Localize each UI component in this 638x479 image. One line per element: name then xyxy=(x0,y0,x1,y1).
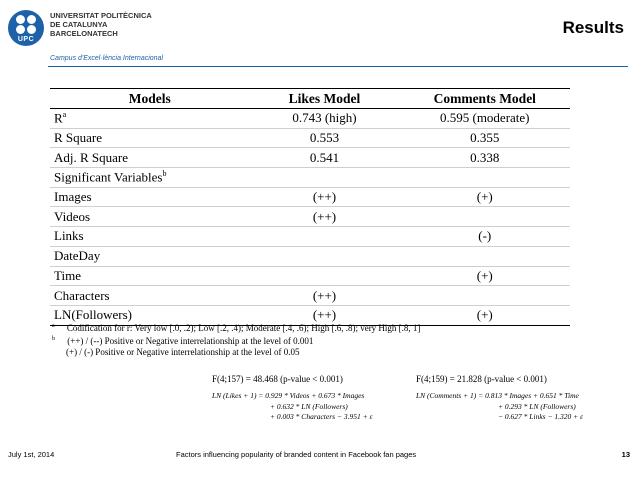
comments-value xyxy=(400,246,570,266)
table-header-row xyxy=(50,89,570,109)
table-row xyxy=(50,227,570,247)
header-divider xyxy=(48,66,628,67)
note-b-mark: b xyxy=(52,336,55,342)
likes-value: (++) xyxy=(249,305,399,325)
row-label xyxy=(50,246,249,266)
university-line: BARCELONATECH xyxy=(50,29,118,38)
note-a xyxy=(52,321,420,334)
comments-equation xyxy=(416,391,583,423)
comments-value: (+) xyxy=(400,266,570,286)
likes-value xyxy=(249,168,399,188)
note-b-text-1: (++) / (--) Positive or Negative interrelationship at the level of 0.001 xyxy=(67,336,314,346)
likes-equation-line: LN (Likes + 1) = 0.929 * Videos + 0.673 * Images xyxy=(212,391,365,400)
likes-equation-line: + 0.632 * LN (Followers) xyxy=(270,401,348,411)
upc-logo xyxy=(8,10,44,46)
table-row xyxy=(50,207,570,227)
header-comments-model: Comments Model xyxy=(400,89,570,109)
likes-equation-line: + 0.003 * Characters − 3.951 + ε xyxy=(270,412,373,421)
note-b-text-2: (+) / (-) Positive or Negative interrelationship at the level of 0.05 xyxy=(66,347,300,357)
row-label-text: Adj. R Square xyxy=(54,149,129,165)
row-label xyxy=(50,187,249,207)
comments-value: 0.595 (moderate) xyxy=(400,109,570,129)
row-label xyxy=(50,207,249,227)
comments-value: (+) xyxy=(400,187,570,207)
row-label-footnote: b xyxy=(162,169,167,179)
footer-caption: Factors influencing popularity of branded content in Facebook fan pages xyxy=(176,450,417,459)
comments-value xyxy=(400,207,570,227)
row-label xyxy=(50,286,249,306)
results-table xyxy=(50,88,570,326)
row-label xyxy=(50,266,249,286)
row-label xyxy=(50,227,249,247)
table-row xyxy=(50,266,570,286)
row-label-text: Links xyxy=(54,228,84,244)
row-label xyxy=(50,148,249,168)
likes-value: 0.541 xyxy=(249,148,399,168)
likes-value: 0.743 (high) xyxy=(249,109,399,129)
row-label-text: Time xyxy=(54,267,81,283)
header-likes-model: Likes Model xyxy=(249,89,399,109)
table-row xyxy=(50,168,570,188)
university-line: DE CATALUNYA xyxy=(50,20,108,29)
comments-equation-line: − 0.627 * Links − 1.320 + ε xyxy=(498,412,584,421)
row-label-text: R Square xyxy=(54,130,103,146)
likes-value xyxy=(249,227,399,247)
table-row xyxy=(50,187,570,207)
comments-equation-line: + 0.293 * LN (Followers) xyxy=(498,401,576,411)
table-row xyxy=(50,148,570,168)
row-label xyxy=(50,168,249,188)
comments-value: (+) xyxy=(400,305,570,325)
note-b xyxy=(52,334,420,347)
slide-header xyxy=(0,0,638,70)
comments-value xyxy=(400,168,570,188)
footer-date: July 1st, 2014 xyxy=(8,450,55,459)
note-a-text: Codification for r: Very low [.0, .2); Low [.2, .4); Moderate [.4, .6); High [.6, .8); very High [.8, 1] xyxy=(66,323,421,333)
page-number: 13 xyxy=(621,450,630,459)
comments-f-statistic: F(4;159) = 21.828 (p-value < 0.001) xyxy=(416,374,547,384)
comments-value: 0.338 xyxy=(400,148,570,168)
comments-value: 0.355 xyxy=(400,128,570,148)
slide-title: Results xyxy=(562,18,624,37)
campus-tagline: Campus d'Excel·lència Internacional xyxy=(50,55,164,62)
row-label xyxy=(50,128,249,148)
row-label-text: Characters xyxy=(54,287,110,303)
likes-value: (++) xyxy=(249,286,399,306)
comments-value xyxy=(400,286,570,306)
table-row xyxy=(50,286,570,306)
row-label-text: R xyxy=(54,110,63,126)
row-label-text: Significant Variables xyxy=(54,169,163,185)
table-notes xyxy=(52,321,420,358)
row-label-text: Images xyxy=(54,189,92,205)
comments-equation-line: LN (Comments + 1) = 0.813 * Images + 0.651 * Time xyxy=(416,391,579,400)
row-label-text: LN(Followers) xyxy=(54,307,132,323)
note-a-mark: a xyxy=(52,323,55,329)
row-label xyxy=(50,109,249,129)
row-label-footnote: a xyxy=(62,110,67,120)
likes-value: (++) xyxy=(249,207,399,227)
university-name xyxy=(50,11,152,38)
header-models: Models xyxy=(50,89,249,109)
likes-f-statistic: F(4;157) = 48.468 (p-value < 0.001) xyxy=(212,374,343,384)
row-label-text: DateDay xyxy=(54,248,101,264)
row-label-text: Videos xyxy=(54,208,91,224)
table-body xyxy=(50,109,570,326)
table-row xyxy=(50,128,570,148)
likes-value xyxy=(249,246,399,266)
likes-value: (++) xyxy=(249,187,399,207)
likes-value: 0.553 xyxy=(249,128,399,148)
logo-text: UPC xyxy=(17,36,35,43)
table-row xyxy=(50,109,570,129)
comments-value: (-) xyxy=(400,227,570,247)
likes-equation xyxy=(212,391,373,423)
likes-value xyxy=(249,266,399,286)
table-row xyxy=(50,246,570,266)
university-line: UNIVERSITAT POLITÈCNICA xyxy=(50,11,152,20)
